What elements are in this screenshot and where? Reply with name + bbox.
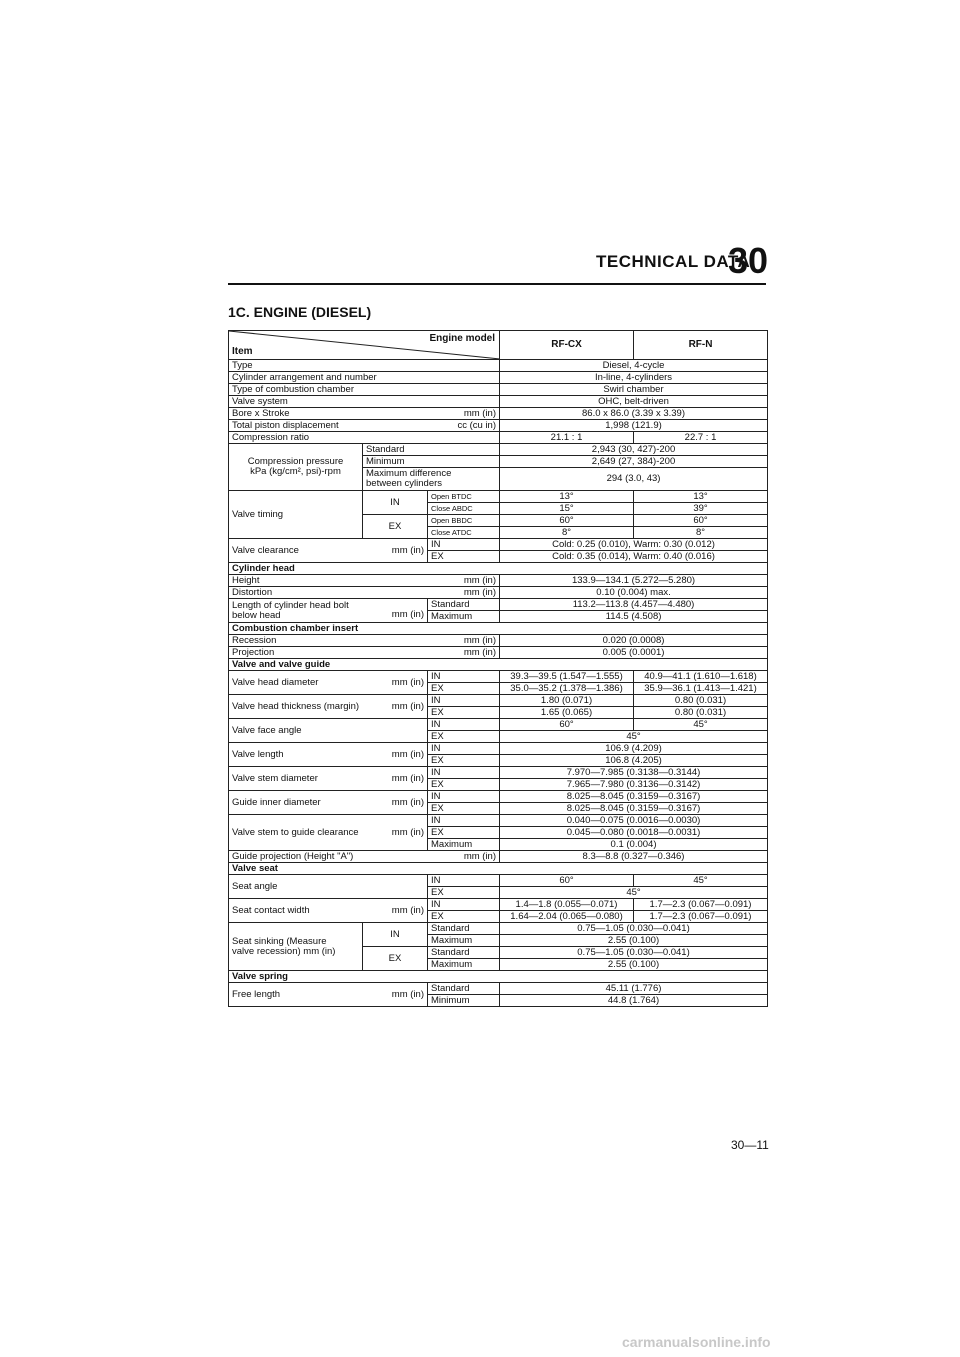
table-row — [229, 491, 768, 503]
row-unit: mm (in) — [428, 851, 500, 863]
sub-label: Close ABDC — [428, 503, 500, 515]
row-value: 106.8 (4.205) — [500, 755, 768, 767]
row-unit: mm (in) — [428, 587, 500, 599]
row-value: 1.4—1.8 (0.055—0.071) — [500, 899, 634, 911]
row-label: Valve stem to guide clearance — [229, 815, 363, 851]
sub-label: IN — [428, 695, 500, 707]
row-value: 40.9—41.1 (1.610—1.618) — [634, 671, 768, 683]
row-label: Valve clearance — [229, 539, 363, 563]
row-unit: mm (in) — [363, 791, 428, 815]
sub-label: Standard — [428, 983, 500, 995]
watermark: carmanualsonline.info — [622, 1334, 771, 1350]
row-value: 7.970—7.985 (0.3138—0.3144) — [500, 767, 768, 779]
sub-label: Maximum — [428, 959, 500, 971]
row-label: Type of combustion chamber — [229, 384, 500, 396]
table-row — [229, 575, 768, 587]
row-unit: mm (in) — [363, 539, 428, 563]
row-value: 113.2—113.8 (4.457—4.480) — [500, 599, 768, 611]
row-unit: mm (in) — [363, 815, 428, 851]
row-label: Seat angle — [229, 875, 428, 899]
row-value: 8.3—8.8 (0.327—0.346) — [500, 851, 768, 863]
row-unit: cc (cu in) — [428, 420, 500, 432]
row-label: Cylinder arrangement and number — [229, 372, 500, 384]
row-value: 0.020 (0.0008) — [500, 635, 768, 647]
row-label: Total piston displacement — [229, 420, 428, 432]
table-row — [229, 815, 768, 827]
section-heading: Valve seat — [229, 863, 768, 875]
row-value: 1.7—2.3 (0.067—0.091) — [634, 899, 768, 911]
col-rf-cx: RF-CX — [500, 331, 634, 360]
sub-label: EX — [363, 947, 428, 971]
sinking-label-1: Seat sinking (Measure — [232, 935, 327, 947]
sub-label: Open BBDC — [428, 515, 500, 527]
row-unit: mm (in) — [363, 767, 428, 791]
row-label: Recession — [229, 635, 428, 647]
table-row — [229, 851, 768, 863]
row-value: 35.9—36.1 (1.413—1.421) — [634, 683, 768, 695]
sub-label: EX — [428, 731, 500, 743]
row-label: Seat contact width — [229, 899, 363, 923]
sub-label: Minimum — [363, 456, 500, 468]
sub-label — [363, 468, 500, 491]
sub-label: Close ATDC — [428, 527, 500, 539]
row-label — [229, 444, 363, 491]
table-row — [229, 432, 768, 444]
row-label: Valve stem diameter — [229, 767, 363, 791]
row-unit: mm (in) — [303, 945, 336, 957]
row-label: Valve head diameter — [229, 671, 363, 695]
section-heading: Valve spring — [229, 971, 768, 983]
sub-label: IN — [363, 491, 428, 515]
table-row — [229, 420, 768, 432]
row-value: 60° — [500, 719, 634, 731]
row-unit: mm (in) — [363, 743, 428, 767]
row-unit: mm (in) — [428, 647, 500, 659]
row-value: 45° — [500, 731, 768, 743]
row-value: 133.9—134.1 (5.272—5.280) — [500, 575, 768, 587]
section-heading: Valve and valve guide — [229, 659, 768, 671]
row-value: 45.11 (1.776) — [500, 983, 768, 995]
sub-label: IN — [428, 899, 500, 911]
table-row — [229, 923, 768, 935]
sub-label: IN — [428, 671, 500, 683]
row-label: Projection — [229, 647, 428, 659]
section-row — [229, 563, 768, 575]
row-value: 1,998 (121.9) — [500, 420, 768, 432]
sub-label: Open BTDC — [428, 491, 500, 503]
row-value: Swirl chamber — [500, 384, 768, 396]
row-label: Compression ratio — [229, 432, 500, 444]
row-value: 0.80 (0.031) — [634, 695, 768, 707]
engine-model-label: Engine model — [429, 333, 496, 344]
row-value: 106.9 (4.209) — [500, 743, 768, 755]
sub-label: Maximum — [428, 935, 500, 947]
sub-label: Standard — [428, 923, 500, 935]
table-row — [229, 408, 768, 420]
table-row — [229, 695, 768, 707]
row-unit: mm (in) — [363, 695, 428, 719]
table-row — [229, 791, 768, 803]
chapter-title: TECHNICAL DATA — [596, 252, 751, 271]
row-value: 294 (3.0, 43) — [500, 468, 768, 491]
row-value: 13° — [634, 491, 768, 503]
sub-label: EX — [428, 683, 500, 695]
sub-label: IN — [428, 875, 500, 887]
row-value: 7.965—7.980 (0.3136—0.3142) — [500, 779, 768, 791]
row-value: OHC, belt-driven — [500, 396, 768, 408]
row-value: 1.80 (0.071) — [500, 695, 634, 707]
row-unit: mm (in) — [363, 899, 428, 923]
section-title: 1C. ENGINE (DIESEL) — [228, 304, 372, 320]
sub-label: IN — [363, 923, 428, 947]
row-value: 0.005 (0.0001) — [500, 647, 768, 659]
sub-label: IN — [428, 767, 500, 779]
header-rule — [228, 283, 766, 285]
row-label: Distortion — [229, 587, 428, 599]
table-row — [229, 983, 768, 995]
row-value: Diesel, 4-cycle — [500, 360, 768, 372]
sub-label: IN — [428, 815, 500, 827]
sub-label: IN — [428, 791, 500, 803]
row-value: 45° — [634, 875, 768, 887]
row-value: 39.3—39.5 (1.547—1.555) — [500, 671, 634, 683]
section-row — [229, 863, 768, 875]
sub-label: Standard — [363, 444, 500, 456]
row-value: 60° — [500, 515, 634, 527]
table-row — [229, 539, 768, 551]
sub-label: IN — [428, 743, 500, 755]
row-unit: mm (in) — [363, 671, 428, 695]
row-value: 45° — [634, 719, 768, 731]
sub-label: EX — [428, 803, 500, 815]
table-row — [229, 599, 768, 611]
sub-label: IN — [428, 719, 500, 731]
row-value: 0.80 (0.031) — [634, 707, 768, 719]
table-row — [229, 875, 768, 887]
row-unit: mm (in) — [428, 575, 500, 587]
row-value: 13° — [500, 491, 634, 503]
spec-table — [228, 330, 768, 1007]
table-row — [229, 587, 768, 599]
table-row — [229, 372, 768, 384]
sub-label: Maximum — [428, 839, 500, 851]
sub-label: Maximum — [428, 611, 500, 623]
table-row — [229, 444, 768, 456]
row-value: 44.8 (1.764) — [500, 995, 768, 1007]
table-row — [229, 384, 768, 396]
page-number: 30—11 — [731, 1138, 769, 1152]
sub-label: EX — [428, 707, 500, 719]
row-label: Guide projection (Height "A") — [229, 851, 428, 863]
chapter-number: 30 — [728, 240, 769, 281]
compression-label-2: kPa (kg/cm², psi)-rpm — [250, 466, 341, 477]
row-value: 15° — [500, 503, 634, 515]
row-label: Type — [229, 360, 500, 372]
row-value: 1.65 (0.065) — [500, 707, 634, 719]
sub-label: EX — [428, 911, 500, 923]
row-value: 2,649 (27, 384)-200 — [500, 456, 768, 468]
row-value: 1.64—2.04 (0.065—0.080) — [500, 911, 634, 923]
sub-label: EX — [428, 755, 500, 767]
row-unit: mm (in) — [391, 609, 424, 620]
row-value: 21.1 : 1 — [500, 432, 634, 444]
row-value: 45° — [500, 887, 768, 899]
sub-label: EX — [363, 515, 428, 539]
table-row — [229, 743, 768, 755]
sub-label: IN — [428, 539, 500, 551]
table-row — [229, 899, 768, 911]
table-row — [229, 719, 768, 731]
row-unit: mm (in) — [428, 408, 500, 420]
row-value: 60° — [634, 515, 768, 527]
sub-label: Minimum — [428, 995, 500, 1007]
row-label: Guide inner diameter — [229, 791, 363, 815]
row-value: 8° — [634, 527, 768, 539]
sub-label: EX — [428, 887, 500, 899]
row-label: Free length — [229, 983, 363, 1007]
table-row — [229, 396, 768, 408]
sub-label: EX — [428, 779, 500, 791]
row-value: 2.55 (0.100) — [500, 959, 768, 971]
bolt-label-1: Length of cylinder head bolt — [232, 599, 349, 611]
row-value: 2,943 (30, 427)-200 — [500, 444, 768, 456]
row-label — [229, 923, 363, 971]
row-value: 22.7 : 1 — [634, 432, 768, 444]
row-value: 35.0—35.2 (1.378—1.386) — [500, 683, 634, 695]
row-value: 0.75—1.05 (0.030—0.041) — [500, 923, 768, 935]
section-row — [229, 659, 768, 671]
row-value: In-line, 4-cylinders — [500, 372, 768, 384]
row-value: 2.55 (0.100) — [500, 935, 768, 947]
row-label: Valve length — [229, 743, 363, 767]
row-value: 1.7—2.3 (0.067—0.091) — [634, 911, 768, 923]
row-value: 39° — [634, 503, 768, 515]
sinking-label-2: valve recession) — [232, 945, 301, 957]
row-value: 86.0 x 86.0 (3.39 x 3.39) — [500, 408, 768, 420]
table-row — [229, 767, 768, 779]
row-label: Valve head thickness (margin) — [229, 695, 363, 719]
item-label: Item — [232, 346, 253, 357]
bolt-label-2: below head — [232, 609, 281, 621]
section-row — [229, 623, 768, 635]
sub-label: EX — [428, 551, 500, 563]
row-unit: mm (in) — [428, 635, 500, 647]
section-row — [229, 971, 768, 983]
table-row — [229, 647, 768, 659]
row-value: 60° — [500, 875, 634, 887]
row-value: 114.5 (4.508) — [500, 611, 768, 623]
row-label: Valve face angle — [229, 719, 428, 743]
header-diagonal-cell — [229, 331, 500, 360]
row-label: Valve system — [229, 396, 500, 408]
row-value: 8.025—8.045 (0.3159—0.3167) — [500, 803, 768, 815]
row-value: 8° — [500, 527, 634, 539]
sub-label: EX — [428, 827, 500, 839]
compression-label-1: Compression pressure — [247, 456, 344, 467]
maxdiff-label-1: Maximum difference — [366, 468, 452, 479]
row-value: Cold: 0.35 (0.014), Warm: 0.40 (0.016) — [500, 551, 768, 563]
sub-label: Standard — [428, 599, 500, 611]
row-unit: mm (in) — [363, 983, 428, 1007]
sub-label: Standard — [428, 947, 500, 959]
row-value: 0.10 (0.004) max. — [500, 587, 768, 599]
col-rf-n: RF-N — [634, 331, 768, 360]
maxdiff-label-2: between cylinders — [366, 478, 443, 489]
section-heading: Combustion chamber insert — [229, 623, 768, 635]
table-row — [229, 635, 768, 647]
row-value: Cold: 0.25 (0.010), Warm: 0.30 (0.012) — [500, 539, 768, 551]
row-label: Height — [229, 575, 428, 587]
section-heading: Cylinder head — [229, 563, 768, 575]
row-value: 8.025—8.045 (0.3159—0.3167) — [500, 791, 768, 803]
table-row — [229, 360, 768, 372]
table-header-row — [229, 331, 768, 360]
row-label: Bore x Stroke — [229, 408, 428, 420]
row-value: 0.1 (0.004) — [500, 839, 768, 851]
row-label: Valve timing — [229, 491, 363, 539]
row-label — [229, 599, 428, 623]
row-value: 0.040—0.075 (0.0016—0.0030) — [500, 815, 768, 827]
table-row — [229, 671, 768, 683]
row-value: 0.75—1.05 (0.030—0.041) — [500, 947, 768, 959]
row-value: 0.045—0.080 (0.0018—0.0031) — [500, 827, 768, 839]
